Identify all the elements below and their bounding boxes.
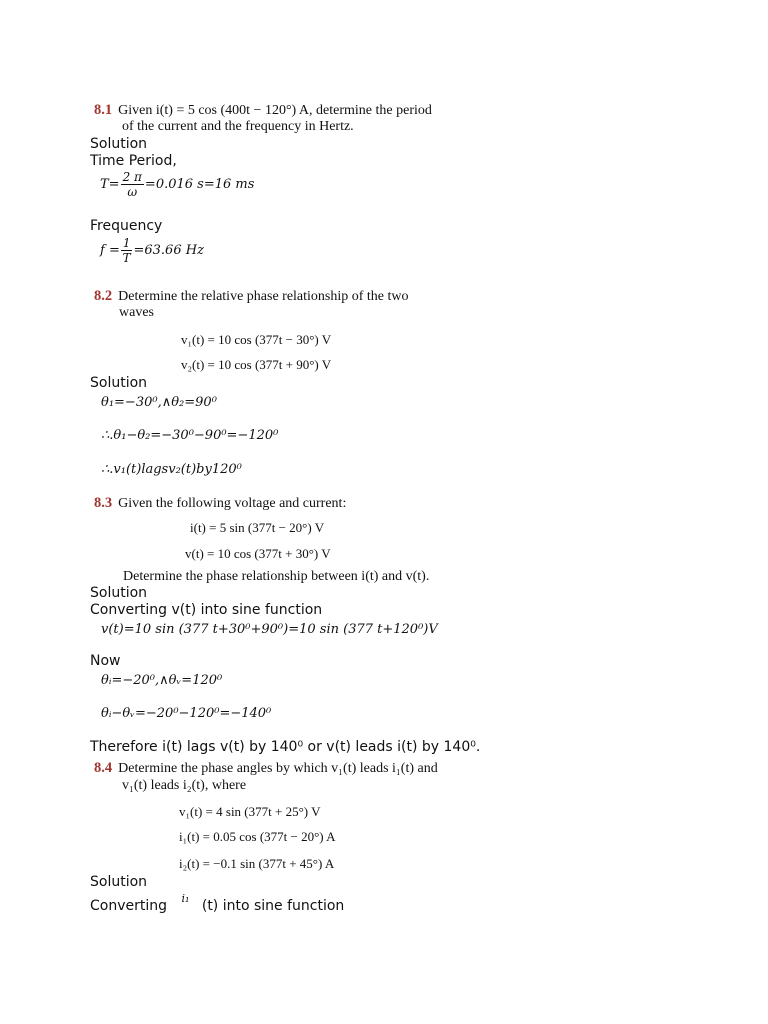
equation: v₁(t) = 4 sin (377t + 25°) V <box>179 804 321 819</box>
problem-text: of the current and the frequency in Hertz. <box>122 119 354 134</box>
solution-heading: Solution <box>90 136 148 152</box>
equation: i₂(t) = −0.1 sin (377t + 45°) A <box>179 856 335 871</box>
problem-text: Determine the phase relationship between i(t) and v(t). <box>123 569 430 584</box>
frequency-equation: f = $\frac{1}{T}$ =63.66 Hz <box>100 236 204 265</box>
now-label: Now <box>90 653 121 669</box>
convert-label: Converting v(t) into sine function <box>90 602 323 618</box>
theta-values: θᵢ=−20⁰,∧θᵥ=120⁰ <box>101 673 223 688</box>
convert-label: Converting $^{i_1}$ (t) into sine function <box>90 892 345 914</box>
conclusion: Therefore i(t) lags v(t) by 140⁰ or v(t) leads i(t) by 140⁰. <box>90 739 481 755</box>
problem-text: Determine the phase angles by which v₁(t) leads i₁(t) and <box>118 761 438 776</box>
solution-heading: Solution <box>90 585 148 601</box>
problem-number: 8.3 <box>94 495 113 511</box>
problem-number: 8.2 <box>94 288 113 304</box>
problem-8-4 <box>94 760 438 777</box>
equation: v₁(t) = 10 cos (377t − 30°) V <box>181 332 332 347</box>
time-period-label: Time Period, <box>90 153 177 169</box>
period-equation: T= $\frac{2 \pi}{\omega}$ =0.016 s=16 ms <box>100 170 255 199</box>
problem-text: v₁(t) leads i₂(t), where <box>122 778 247 793</box>
problem-text: Given i(t) = 5 cos (400t − 120°) A, determine the period <box>118 103 432 118</box>
problem-8-3 <box>94 495 346 512</box>
conclusion: ∴.v₁(t)lagsv₂(t)by120⁰ <box>101 462 242 477</box>
converted-equation: v(t)=10 sin (377 t+30⁰+90⁰)=10 sin (377 t+120⁰)V <box>101 622 438 637</box>
problem-text: Given the following voltage and current: <box>118 496 347 511</box>
problem-number: 8.1 <box>94 102 113 118</box>
theta-values: θ₁=−30⁰,∧θ₂=90⁰ <box>101 395 217 410</box>
phase-difference: θᵢ−θᵥ=−20⁰−120⁰=−140⁰ <box>101 706 272 721</box>
equation: v₂(t) = 10 cos (377t + 90°) V <box>181 357 332 372</box>
equation: v(t) = 10 cos (377t + 30°) V <box>185 546 331 561</box>
solution-heading: Solution <box>90 375 148 391</box>
equation: i₁(t) = 0.05 cos (377t − 20°) A <box>179 829 336 844</box>
problem-8-2 <box>94 288 409 305</box>
problem-text: waves <box>119 305 154 320</box>
problem-number: 8.4 <box>94 760 113 776</box>
solution-heading: Solution <box>90 874 148 890</box>
problem-8-1 <box>94 102 432 119</box>
problem-text: Determine the relative phase relationship of the two <box>118 289 409 304</box>
frequency-label: Frequency <box>90 218 163 234</box>
phase-difference: ∴.θ₁−θ₂=−30⁰−90⁰=−120⁰ <box>101 428 279 443</box>
equation: i(t) = 5 sin (377t − 20°) V <box>190 520 325 535</box>
